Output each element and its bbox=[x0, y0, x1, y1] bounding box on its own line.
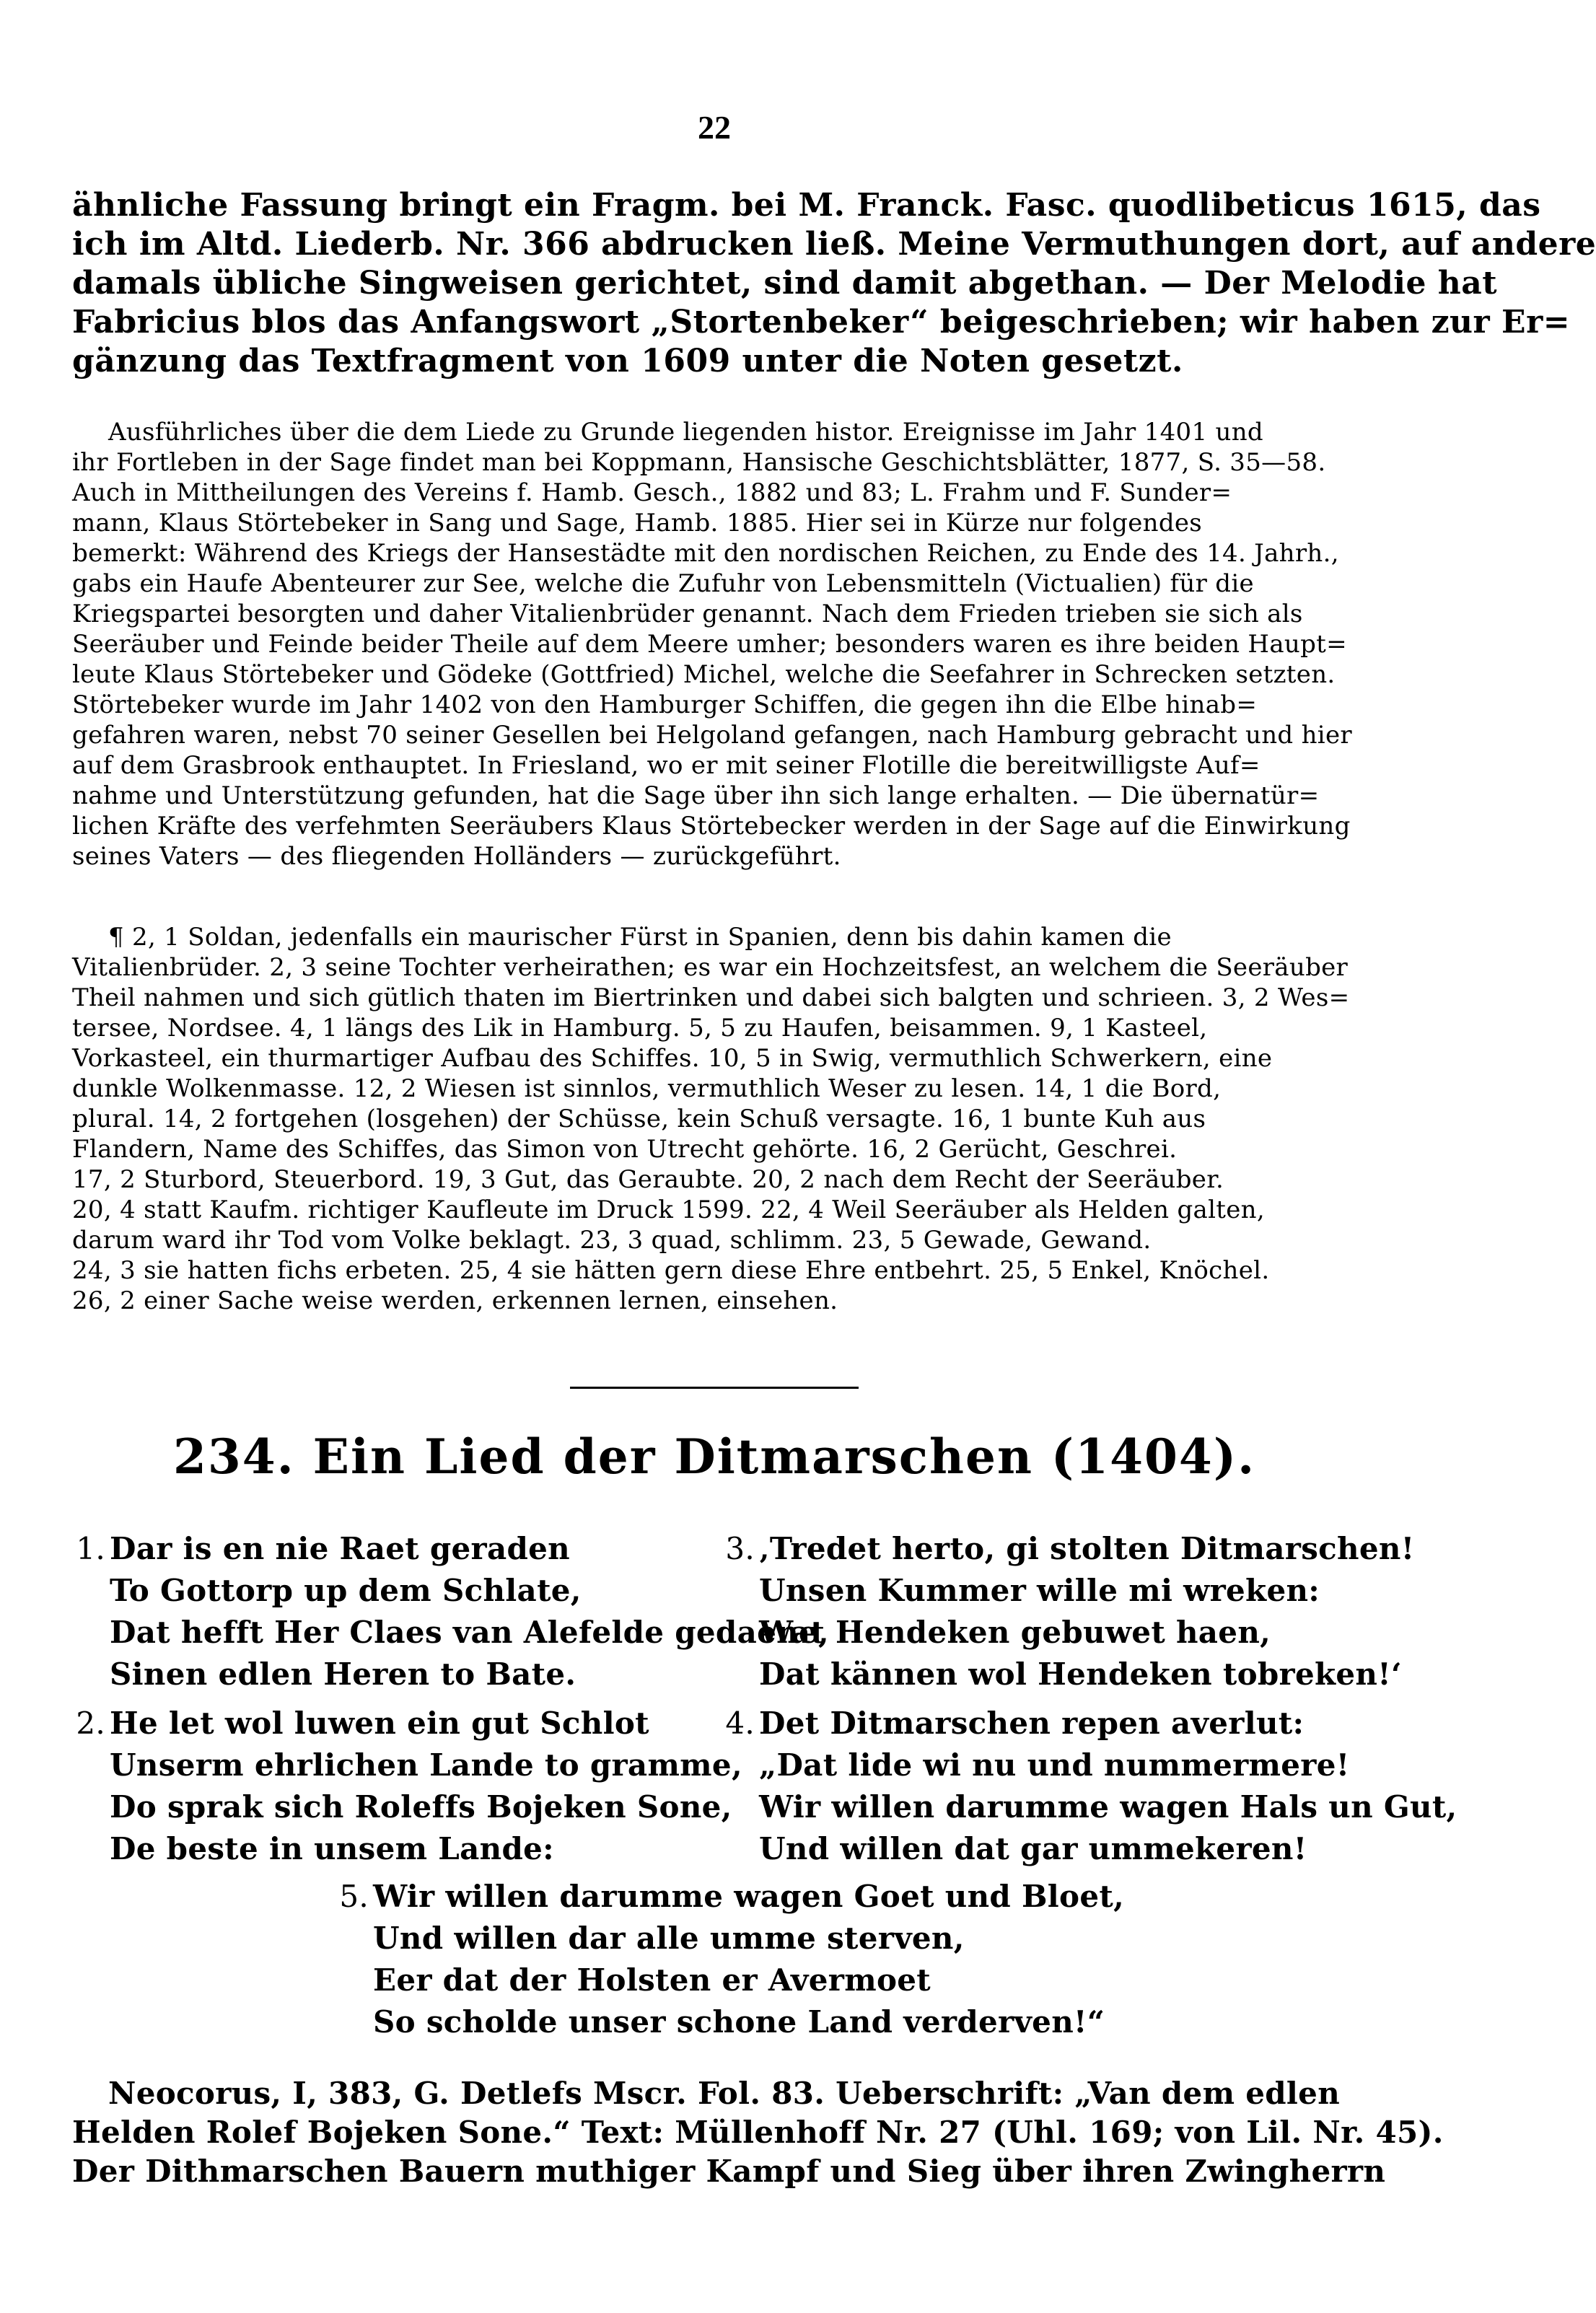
text-line: bemerkt: Während des Kriegs der Hansestädte mit den nordischen Reichen, zu Ende des 14. Jahrh., bbox=[72, 539, 1339, 568]
text-line: ¶ 2, 1 Soldan, jedenfalls ein maurischer Fürst in Spanien, denn bis dahin kamen die bbox=[108, 923, 1172, 952]
page-number: 22 bbox=[698, 109, 731, 146]
text-line: Theil nahmen und sich gütlich thaten im Biertrinken und dabei sich balgten und schrieen. 3, 2 Wes= bbox=[72, 983, 1350, 1012]
text-line: leute Klaus Störtebeker und Gödeke (Gottfried) Michel, welche die Seefahrer in Schrecken setzten. bbox=[72, 660, 1336, 689]
text-line: Ausführliches über die dem Liede zu Grunde liegenden histor. Ereignisse im Jahr 1401 und bbox=[108, 418, 1263, 447]
verse-line: Wir willen darumme wagen Goet und Bloet, bbox=[373, 1879, 1125, 1914]
text-line: seines Vaters — des fliegenden Holländers — zurückgeführt. bbox=[72, 842, 841, 871]
text-line: Kriegspartei besorgten und daher Vitalienbrüder genannt. Nach dem Frieden trieben sie sich als bbox=[72, 600, 1303, 628]
text-line: gänzung das Textfragment von 1609 unter die Noten gesetzt. bbox=[72, 343, 1183, 379]
verse-line: So scholde unser schone Land verderven!“ bbox=[373, 2004, 1105, 2040]
verse-line: Eer dat der Holsten er Avermoet bbox=[373, 1962, 931, 1998]
text-line: ich im Altd. Liederb. Nr. 366 abdrucken ließ. Meine Vermuthungen dort, auf andere bbox=[72, 226, 1596, 263]
text-line: Auch in Mittheilungen des Vereins f. Hamb. Gesch., 1882 und 83; L. Frahm und F. Sunder= bbox=[72, 478, 1232, 507]
text-line: Flandern, Name des Schiffes, das Simon von Utrecht gehörte. 16, 2 Gerücht, Geschrei. bbox=[72, 1135, 1178, 1164]
stanza-number: 2. bbox=[76, 1706, 105, 1741]
stanza-number: 5. bbox=[339, 1879, 369, 1914]
verse-line: Det Ditmarschen repen averlut: bbox=[759, 1706, 1305, 1741]
text-line: 26, 2 einer Sache weise werden, erkennen lernen, einsehen. bbox=[72, 1286, 838, 1315]
stanza-5 bbox=[328, 1876, 1124, 2043]
text-line: dunkle Wolkenmasse. 12, 2 Wiesen ist sinnlos, vermuthlich Weser zu lesen. 14, 1 die Bord, bbox=[72, 1074, 1222, 1103]
notes-paragraph bbox=[72, 922, 1350, 1316]
verse-line: ‚Tredet herto, gi stolten Ditmarschen! bbox=[759, 1531, 1415, 1566]
text-line: ihr Fortleben in der Sage findet man bei Koppmann, Hansische Geschichtsblätter, 1877, S. 35—58. bbox=[72, 448, 1326, 477]
text-line: gabs ein Haufe Abenteurer zur See, welche die Zufuhr von Lebensmitteln (Victualien) für die bbox=[72, 569, 1254, 598]
song-title: 234. Ein Lied der Ditmarschen (1404). bbox=[172, 1428, 1256, 1485]
verse-line: To Gottorp up dem Schlate, bbox=[110, 1573, 582, 1608]
text-line: auf dem Grasbrook enthauptet. In Friesland, wo er mit seiner Flotille die bereitwilligste Auf= bbox=[72, 751, 1260, 780]
text-line: 24, 3 sie hatten fichs erbeten. 25, 4 sie hätten gern diese Ehre entbehrt. 25, 5 Enkel, Knöchel. bbox=[72, 1256, 1270, 1285]
text-line: Neocorus, I, 383, G. Detlefs Mscr. Fol. 83. Ueberschrift: „Van dem edlen bbox=[108, 2076, 1341, 2111]
verse-line: Und willen dar alle umme sterven, bbox=[373, 1921, 965, 1956]
stanza-number: 1. bbox=[76, 1531, 105, 1566]
intro-paragraph bbox=[72, 186, 1596, 381]
text-line: lichen Kräfte des verfehmten Seeräubers Klaus Störtebecker werden in der Sage auf die Einwirkung bbox=[72, 812, 1351, 841]
text-line: 20, 4 statt Kaufm. richtiger Kaufleute im Druck 1599. 22, 4 Weil Seeräuber als Helden galten, bbox=[72, 1195, 1265, 1224]
verse-line: Unsen Kummer wille mi wreken: bbox=[759, 1573, 1320, 1608]
text-line: ähnliche Fassung bringt ein Fragm. bei M. Franck. Fasc. quodlibeticus 1615, das bbox=[72, 187, 1541, 224]
text-line: darum ward ihr Tod vom Volke beklagt. 23, 3 quad, schlimm. 23, 5 Gewade, Gewand. bbox=[72, 1226, 1152, 1255]
text-line: Seeräuber und Feinde beider Theile auf dem Meere umher; besonders waren es ihre beiden Haupt= bbox=[72, 630, 1347, 659]
text-line: mann, Klaus Störtebeker in Sang und Sage, Hamb. 1885. Hier sei in Kürze nur folgendes bbox=[72, 509, 1203, 537]
verse-line: Wir willen darumme wagen Hals un Gut, bbox=[759, 1789, 1457, 1825]
text-line: damals übliche Singweisen gerichtet, sind damit abgethan. — Der Melodie hat bbox=[72, 265, 1498, 302]
text-line: tersee, Nordsee. 4, 1 längs des Lik in Hamburg. 5, 5 zu Haufen, beisammen. 9, 1 Kasteel, bbox=[72, 1014, 1208, 1043]
verse-line: Unserm ehrlichen Lande to gramme, bbox=[110, 1747, 742, 1783]
stanza-number: 4. bbox=[725, 1706, 755, 1741]
text-line: Störtebeker wurde im Jahr 1402 von den Hamburger Schiffen, die gegen ihn die Elbe hinab= bbox=[72, 690, 1258, 719]
source-paragraph bbox=[72, 2074, 1444, 2191]
verse-line: Do sprak sich Roleffs Bojeken Sone, bbox=[110, 1789, 732, 1825]
stanza-3 bbox=[714, 1528, 1414, 1695]
text-line: plural. 14, 2 fortgehen (losgehen) der Schüsse, kein Schuß versagte. 16, 1 bunte Kuh aus bbox=[72, 1105, 1206, 1133]
verse-line: Dat hefft Her Claes van Alefelde gedaene, bbox=[110, 1615, 829, 1650]
verse-line: De beste in unsem Lande: bbox=[110, 1831, 554, 1866]
verse-line: Dar is en nie Raet geraden bbox=[110, 1531, 571, 1566]
text-line: Helden Rolef Bojeken Sone.“ Text: Müllenhoff Nr. 27 (Uhl. 169; von Lil. Nr. 45). bbox=[72, 2115, 1444, 2150]
verse-line: He let wol luwen ein gut Schlot bbox=[110, 1706, 649, 1741]
history-paragraph bbox=[72, 417, 1352, 872]
verse-line: „Dat lide wi nu und nummermere! bbox=[759, 1747, 1350, 1783]
verse-line: Wat Hendeken gebuwet haen, bbox=[759, 1615, 1271, 1650]
text-line: 17, 2 Sturbord, Steuerbord. 19, 3 Gut, das Geraubte. 20, 2 nach dem Recht der Seeräuber. bbox=[72, 1165, 1224, 1194]
text-line: Der Dithmarschen Bauern muthiger Kampf und Sieg über ihren Zwingherrn bbox=[72, 2154, 1386, 2189]
text-line: Vorkasteel, ein thurmartiger Aufbau des Schiffes. 10, 5 in Swig, vermuthlich Schwerkern, eine bbox=[72, 1044, 1273, 1073]
text-line: gefahren waren, nebst 70 seiner Gesellen bei Helgoland gefangen, nach Hamburg gebracht und hier bbox=[72, 721, 1352, 750]
verse-line: Dat kännen wol Hendeken tobreken!‘ bbox=[759, 1656, 1402, 1692]
stanza-number: 3. bbox=[725, 1531, 755, 1566]
text-line: Vitalienbrüder. 2, 3 seine Tochter verheirathen; es war ein Hochzeitsfest, an welchem die Seeräuber bbox=[72, 953, 1349, 982]
text-line: nahme und Unterstützung gefunden, hat die Sage über ihn sich lange erhalten. — Die übernatür= bbox=[72, 781, 1320, 810]
stanza-4 bbox=[714, 1703, 1457, 1870]
verse-line: Und willen dat gar ummekeren! bbox=[759, 1831, 1307, 1866]
text-line: Fabricius blos das Anfangswort „Stortenbeker“ beigeschrieben; wir haben zur Er= bbox=[72, 304, 1571, 341]
stanza-2 bbox=[65, 1703, 742, 1870]
section-divider bbox=[570, 1387, 859, 1389]
verse-line: Sinen edlen Heren to Bate. bbox=[110, 1656, 576, 1692]
